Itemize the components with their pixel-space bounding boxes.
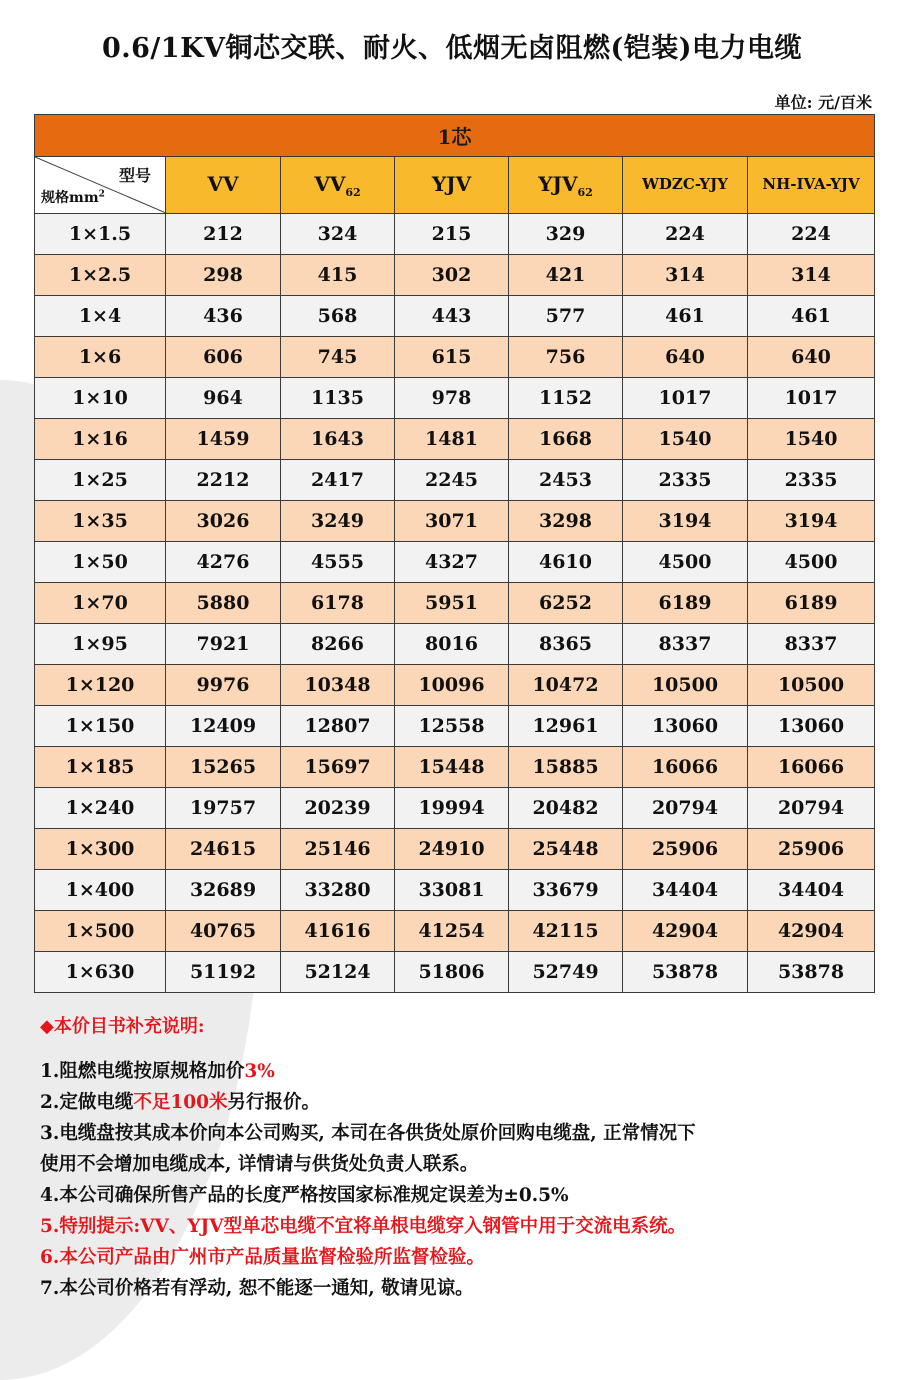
- price-cell: 443: [395, 296, 509, 337]
- price-cell: 1459: [166, 419, 281, 460]
- price-cell: 15885: [509, 747, 623, 788]
- price-cell: 33081: [395, 870, 509, 911]
- price-cell: 964: [166, 378, 281, 419]
- price-cell: 1017: [748, 378, 875, 419]
- price-cell: 51806: [395, 952, 509, 993]
- price-cell: 1481: [395, 419, 509, 460]
- spec-cell: 1×4: [35, 296, 166, 337]
- note-6: 6.本公司产品由广州市产品质量监督检验所监督检验。: [40, 1247, 485, 1268]
- corner-header-cell: [35, 157, 166, 214]
- price-cell: 12409: [166, 706, 281, 747]
- price-cell: 10500: [748, 665, 875, 706]
- price-cell: 615: [395, 337, 509, 378]
- table-row: [35, 296, 875, 337]
- corner-spec-label: 规格$mm^2$: [41, 189, 105, 206]
- spec-cell: 1×500: [35, 911, 166, 952]
- price-cell: 2417: [281, 460, 395, 501]
- price-cell: 33280: [281, 870, 395, 911]
- spec-cell: 1×25: [35, 460, 166, 501]
- price-cell: 461: [748, 296, 875, 337]
- price-cell: 1643: [281, 419, 395, 460]
- table-row: [35, 583, 875, 624]
- spec-cell: 1×630: [35, 952, 166, 993]
- price-cell: 12961: [509, 706, 623, 747]
- note-3-line-1: 3.电缆盘按其成本价向本公司购买, 本司在各供货处原价回购电缆盘, 正常情况下: [40, 1123, 696, 1144]
- column-header: $YJV_{62}$: [509, 157, 623, 214]
- price-cell: 314: [748, 255, 875, 296]
- price-cell: 32689: [166, 870, 281, 911]
- price-cell: 6252: [509, 583, 623, 624]
- column-header: $VV_{62}$: [281, 157, 395, 214]
- price-cell: 5951: [395, 583, 509, 624]
- table-row: [35, 214, 875, 255]
- note-5: 5.特别提示:VV、YJV型单芯电缆不宜将单根电缆穿入钢管中用于交流电系统。: [40, 1216, 687, 1237]
- price-cell: 20794: [748, 788, 875, 829]
- price-cell: 13060: [623, 706, 748, 747]
- price-cell: 421: [509, 255, 623, 296]
- price-cell: 2453: [509, 460, 623, 501]
- column-header: WDZC-YJY: [623, 157, 748, 214]
- price-cell: 3298: [509, 501, 623, 542]
- price-cell: 7921: [166, 624, 281, 665]
- note-3-line-2: 使用不会增加电缆成本, 详情请与供货处负责人联系。: [40, 1154, 479, 1175]
- price-cell: 302: [395, 255, 509, 296]
- price-cell: 606: [166, 337, 281, 378]
- spec-cell: 1×400: [35, 870, 166, 911]
- price-cell: 10472: [509, 665, 623, 706]
- price-cell: 8365: [509, 624, 623, 665]
- table-body: [35, 214, 875, 993]
- price-cell: 640: [623, 337, 748, 378]
- price-cell: 19994: [395, 788, 509, 829]
- spec-cell: 1×240: [35, 788, 166, 829]
- table-row: [35, 665, 875, 706]
- price-cell: 34404: [623, 870, 748, 911]
- page-title: 0.6/1KV铜芯交联、耐火、低烟无卤阻燃(铠装)电力电缆: [101, 33, 803, 64]
- price-cell: 10096: [395, 665, 509, 706]
- price-cell: 53878: [623, 952, 748, 993]
- unit-label: 单位: 元/百米: [774, 93, 872, 112]
- spec-cell: 1×1.5: [35, 214, 166, 255]
- price-cell: 52749: [509, 952, 623, 993]
- table-row: [35, 624, 875, 665]
- price-cell: 1152: [509, 378, 623, 419]
- table-row: [35, 501, 875, 542]
- price-cell: 42904: [748, 911, 875, 952]
- price-cell: 2335: [623, 460, 748, 501]
- price-cell: 577: [509, 296, 623, 337]
- price-cell: 24910: [395, 829, 509, 870]
- price-cell: 978: [395, 378, 509, 419]
- price-cell: 16066: [623, 747, 748, 788]
- price-cell: 24615: [166, 829, 281, 870]
- price-cell: 20482: [509, 788, 623, 829]
- price-cell: 8266: [281, 624, 395, 665]
- spec-cell: 1×95: [35, 624, 166, 665]
- price-cell: 324: [281, 214, 395, 255]
- spec-cell: 1×70: [35, 583, 166, 624]
- spec-cell: 1×120: [35, 665, 166, 706]
- price-cell: 640: [748, 337, 875, 378]
- price-cell: 8016: [395, 624, 509, 665]
- spec-cell: 1×50: [35, 542, 166, 583]
- price-cell: 224: [623, 214, 748, 255]
- note-2: 2.定做电缆不足100米另行报价。: [40, 1092, 320, 1113]
- price-cell: 2212: [166, 460, 281, 501]
- price-cell: 6189: [748, 583, 875, 624]
- price-cell: 461: [623, 296, 748, 337]
- price-cell: 1540: [623, 419, 748, 460]
- spec-cell: 1×185: [35, 747, 166, 788]
- core-header-row: [35, 115, 875, 157]
- spec-cell: 1×16: [35, 419, 166, 460]
- price-cell: 20794: [623, 788, 748, 829]
- price-cell: 329: [509, 214, 623, 255]
- price-cell: 2245: [395, 460, 509, 501]
- price-cell: 12807: [281, 706, 395, 747]
- spec-cell: 1×300: [35, 829, 166, 870]
- corner-model-label: 型号: [118, 166, 151, 185]
- core-label: 1芯: [35, 115, 875, 157]
- table-row: [35, 460, 875, 501]
- price-cell: 42115: [509, 911, 623, 952]
- notes-section: [40, 1012, 696, 1304]
- table-row: [35, 747, 875, 788]
- price-cell: 19757: [166, 788, 281, 829]
- price-cell: 4327: [395, 542, 509, 583]
- table-row: [35, 255, 875, 296]
- spec-cell: 1×2.5: [35, 255, 166, 296]
- price-cell: 10500: [623, 665, 748, 706]
- price-cell: 212: [166, 214, 281, 255]
- price-cell: 4500: [623, 542, 748, 583]
- price-cell: 4500: [748, 542, 875, 583]
- price-cell: 8337: [748, 624, 875, 665]
- price-cell: 756: [509, 337, 623, 378]
- price-cell: 1540: [748, 419, 875, 460]
- price-cell: 3194: [748, 501, 875, 542]
- price-cell: 4276: [166, 542, 281, 583]
- price-cell: 6189: [623, 583, 748, 624]
- spec-cell: 1×35: [35, 501, 166, 542]
- price-cell: 3249: [281, 501, 395, 542]
- price-cell: 53878: [748, 952, 875, 993]
- price-cell: 6178: [281, 583, 395, 624]
- table-row: [35, 419, 875, 460]
- column-header-row: [35, 157, 875, 214]
- price-cell: 436: [166, 296, 281, 337]
- price-cell: 40765: [166, 911, 281, 952]
- table-row: [35, 337, 875, 378]
- spec-cell: 1×6: [35, 337, 166, 378]
- price-cell: 1135: [281, 378, 395, 419]
- table-row: [35, 870, 875, 911]
- table-row: [35, 788, 875, 829]
- price-cell: 15697: [281, 747, 395, 788]
- price-cell: 13060: [748, 706, 875, 747]
- price-cell: 33679: [509, 870, 623, 911]
- column-header: NH-IVA-YJV: [748, 157, 875, 214]
- price-cell: 215: [395, 214, 509, 255]
- note-7: 7.本公司价格若有浮动, 恕不能逐一通知, 敬请见谅。: [40, 1278, 474, 1299]
- price-cell: 25146: [281, 829, 395, 870]
- table-row: [35, 378, 875, 419]
- price-cell: 52124: [281, 952, 395, 993]
- price-cell: 745: [281, 337, 395, 378]
- price-cell: 15265: [166, 747, 281, 788]
- price-cell: 3071: [395, 501, 509, 542]
- price-cell: 15448: [395, 747, 509, 788]
- price-cell: 298: [166, 255, 281, 296]
- price-cell: 1017: [623, 378, 748, 419]
- price-cell: 9976: [166, 665, 281, 706]
- price-cell: 415: [281, 255, 395, 296]
- price-cell: 3026: [166, 501, 281, 542]
- price-cell: 25906: [623, 829, 748, 870]
- price-cell: 12558: [395, 706, 509, 747]
- price-cell: 16066: [748, 747, 875, 788]
- price-cell: 2335: [748, 460, 875, 501]
- price-cell: 10348: [281, 665, 395, 706]
- price-cell: 25906: [748, 829, 875, 870]
- note-4: 4.本公司确保所售产品的长度严格按国家标准规定误差为±0.5%: [40, 1185, 569, 1206]
- price-cell: 8337: [623, 624, 748, 665]
- table-row: [35, 829, 875, 870]
- column-header: VV: [166, 157, 281, 214]
- price-cell: 568: [281, 296, 395, 337]
- table-row: [35, 952, 875, 993]
- price-table: [34, 114, 875, 993]
- price-cell: 34404: [748, 870, 875, 911]
- table-row: [35, 542, 875, 583]
- price-cell: 1668: [509, 419, 623, 460]
- spec-cell: 1×10: [35, 378, 166, 419]
- price-cell: 5880: [166, 583, 281, 624]
- column-header: YJV: [395, 157, 509, 214]
- price-cell: 41616: [281, 911, 395, 952]
- note-1: 1.阻燃电缆按原规格加价3%: [40, 1061, 275, 1082]
- price-cell: 20239: [281, 788, 395, 829]
- price-cell: 42904: [623, 911, 748, 952]
- table-row: [35, 911, 875, 952]
- price-cell: 51192: [166, 952, 281, 993]
- spec-cell: 1×150: [35, 706, 166, 747]
- table-row: [35, 706, 875, 747]
- price-cell: 25448: [509, 829, 623, 870]
- price-cell: 3194: [623, 501, 748, 542]
- notes-title: ◆本价目书补充说明:: [40, 1016, 205, 1037]
- price-cell: 4610: [509, 542, 623, 583]
- price-cell: 224: [748, 214, 875, 255]
- price-cell: 314: [623, 255, 748, 296]
- price-cell: 4555: [281, 542, 395, 583]
- price-cell: 41254: [395, 911, 509, 952]
